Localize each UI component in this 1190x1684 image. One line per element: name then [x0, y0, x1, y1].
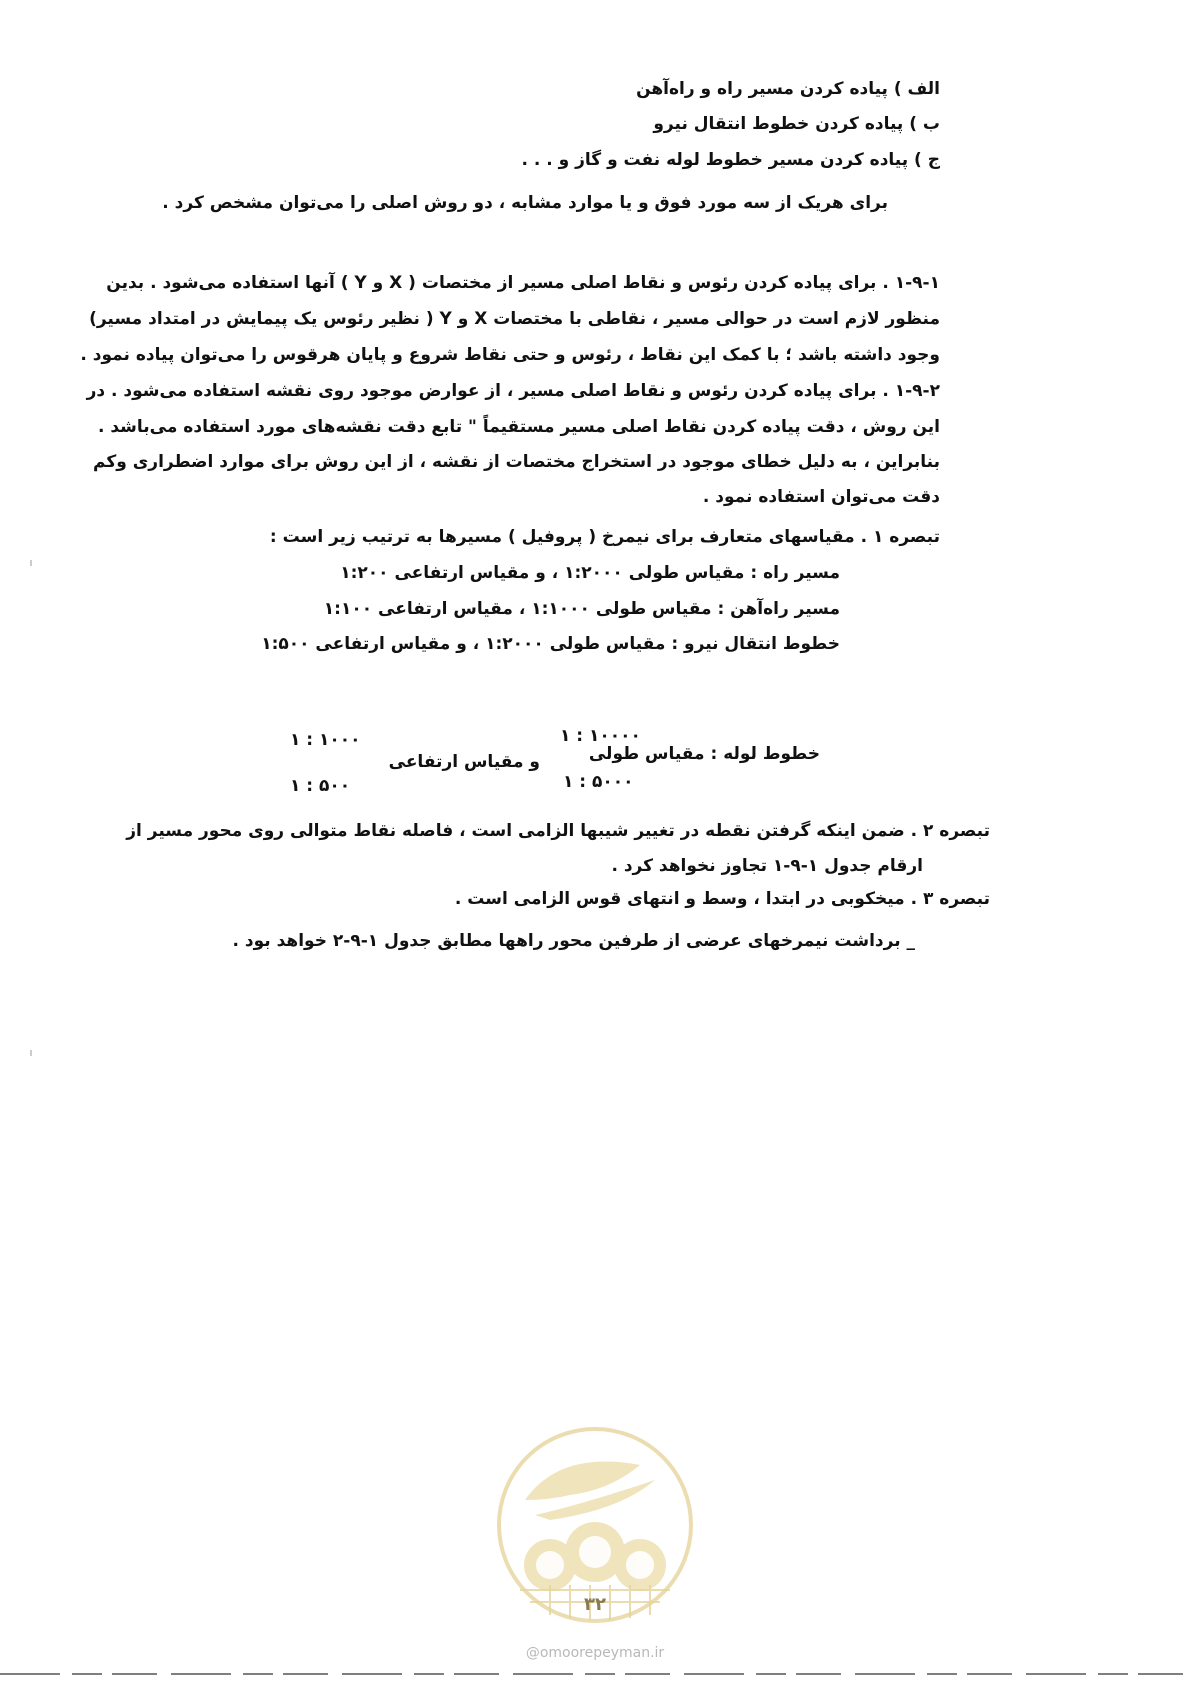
- scan-edge-dashes: [0, 1672, 1190, 1676]
- intro-paragraph: برای هریک از سه مورد فوق و یا موارد مشابه ، دو روش اصلی را می‌توان مشخص کرد .: [162, 193, 888, 213]
- section-2-line-4: دقت می‌توان استفاده نمود .: [702, 487, 940, 507]
- note-3: تبصره ۳ . میخکوبی در ابتدا ، وسط و انتهای قوس الزامی است .: [454, 889, 990, 909]
- pipeline-vertical-scale-top: ۱ : ۱۰۰۰: [290, 730, 361, 750]
- omoorepeyman-logo-watermark: [490, 1420, 700, 1630]
- section-2-line-2: این روش ، دقت پیاده کردن نقاط اصلی مسیر مستقیماً " تابع دقت نقشه‌های مورد استفاده می‌باشد .: [97, 417, 940, 437]
- margin-mark: [30, 560, 32, 566]
- note-2-line-1: تبصره ۲ . ضمن اینکه گرفتن نقطه در تغییر شیبها الزامی است ، فاصله نقاط متوالی روی محور مسیر از: [126, 821, 990, 841]
- section-2-line-1: ۱-۹-۲ . برای پیاده کردن رئوس و نقاط اصلی مسیر ، از عوارض موجود روی نقشه استفاده می‌شود . در: [86, 381, 940, 401]
- note-2-line-2: ارقام جدول ۱-۹-۱ تجاوز نخواهد کرد .: [611, 856, 923, 876]
- section-1-line-3: وجود داشته باشد ؛ با کمک این نقاط ، رئوس و حتی نقاط شروع و پایان هرقوس را می‌توان پیاده نمود .: [80, 345, 940, 365]
- section-2-line-3: بنابراین ، به دلیل خطای موجود در استخراج مختصات از نقشه ، از این روش برای موارد اضطراری وکم: [93, 452, 940, 472]
- list-item-b: ب ) پیاده کردن خطوط انتقال نیرو: [653, 114, 940, 134]
- pipeline-label: خطوط لوله : مقیاس طولی: [588, 744, 820, 764]
- pipeline-vertical-scale-bottom: ۱ : ۵۰۰: [290, 776, 351, 796]
- section-1-line-2: منظور لازم است در حوالی مسیر ، نقاطی با مختصات X و Y ( نظیر رئوس یک پیمایش در امتداد مسیر): [89, 309, 940, 329]
- pipeline-horizontal-scale-bottom: ۱ : ۵۰۰۰: [563, 772, 634, 792]
- list-item-a: الف ) پیاده کردن مسیر راه و راه‌آهن: [636, 79, 940, 99]
- final-paragraph: _ برداشت نیمرخهای عرضی از طرفین محور راهها مطابق جدول ۱-۹-۲ خواهد بود .: [232, 931, 915, 951]
- pipeline-vertical-label: و مقیاس ارتفاعی: [388, 752, 540, 772]
- list-item-c: ج ) پیاده کردن مسیر خطوط لوله نفت و گاز و . . .: [521, 150, 940, 170]
- page-number: ۳۲: [584, 1594, 606, 1615]
- margin-mark: [30, 1050, 32, 1056]
- note-1-item-railway: مسیر راه‌آهن : مقیاس طولی ۱:۱۰۰۰ ، مقیاس ارتفاعی ۱:۱۰۰: [323, 599, 840, 619]
- note-1-item-power: خطوط انتقال نیرو : مقیاس طولی ۱:۲۰۰۰ ، و مقیاس ارتفاعی ۱:۵۰۰: [261, 634, 840, 654]
- pipeline-horizontal-scale-top: ۱ : ۱۰۰۰۰: [560, 726, 641, 746]
- watermark-site-url: @omoorepeyman.ir: [525, 1645, 665, 1661]
- note-1-item-road: مسیر راه : مقیاس طولی ۱:۲۰۰۰ ، و مقیاس ارتفاعی ۱:۲۰۰: [340, 563, 840, 583]
- section-1-line-1: ۱-۹-۱ . برای پیاده کردن رئوس و نقاط اصلی مسیر از مختصات ( X و Y ) آنها استفاده می‌شود . بدین: [106, 273, 940, 293]
- note-1-title: تبصره ۱ . مقیاسهای متعارف برای نیمرخ ( پروفیل ) مسیرها به ترتیب زیر است :: [269, 527, 940, 547]
